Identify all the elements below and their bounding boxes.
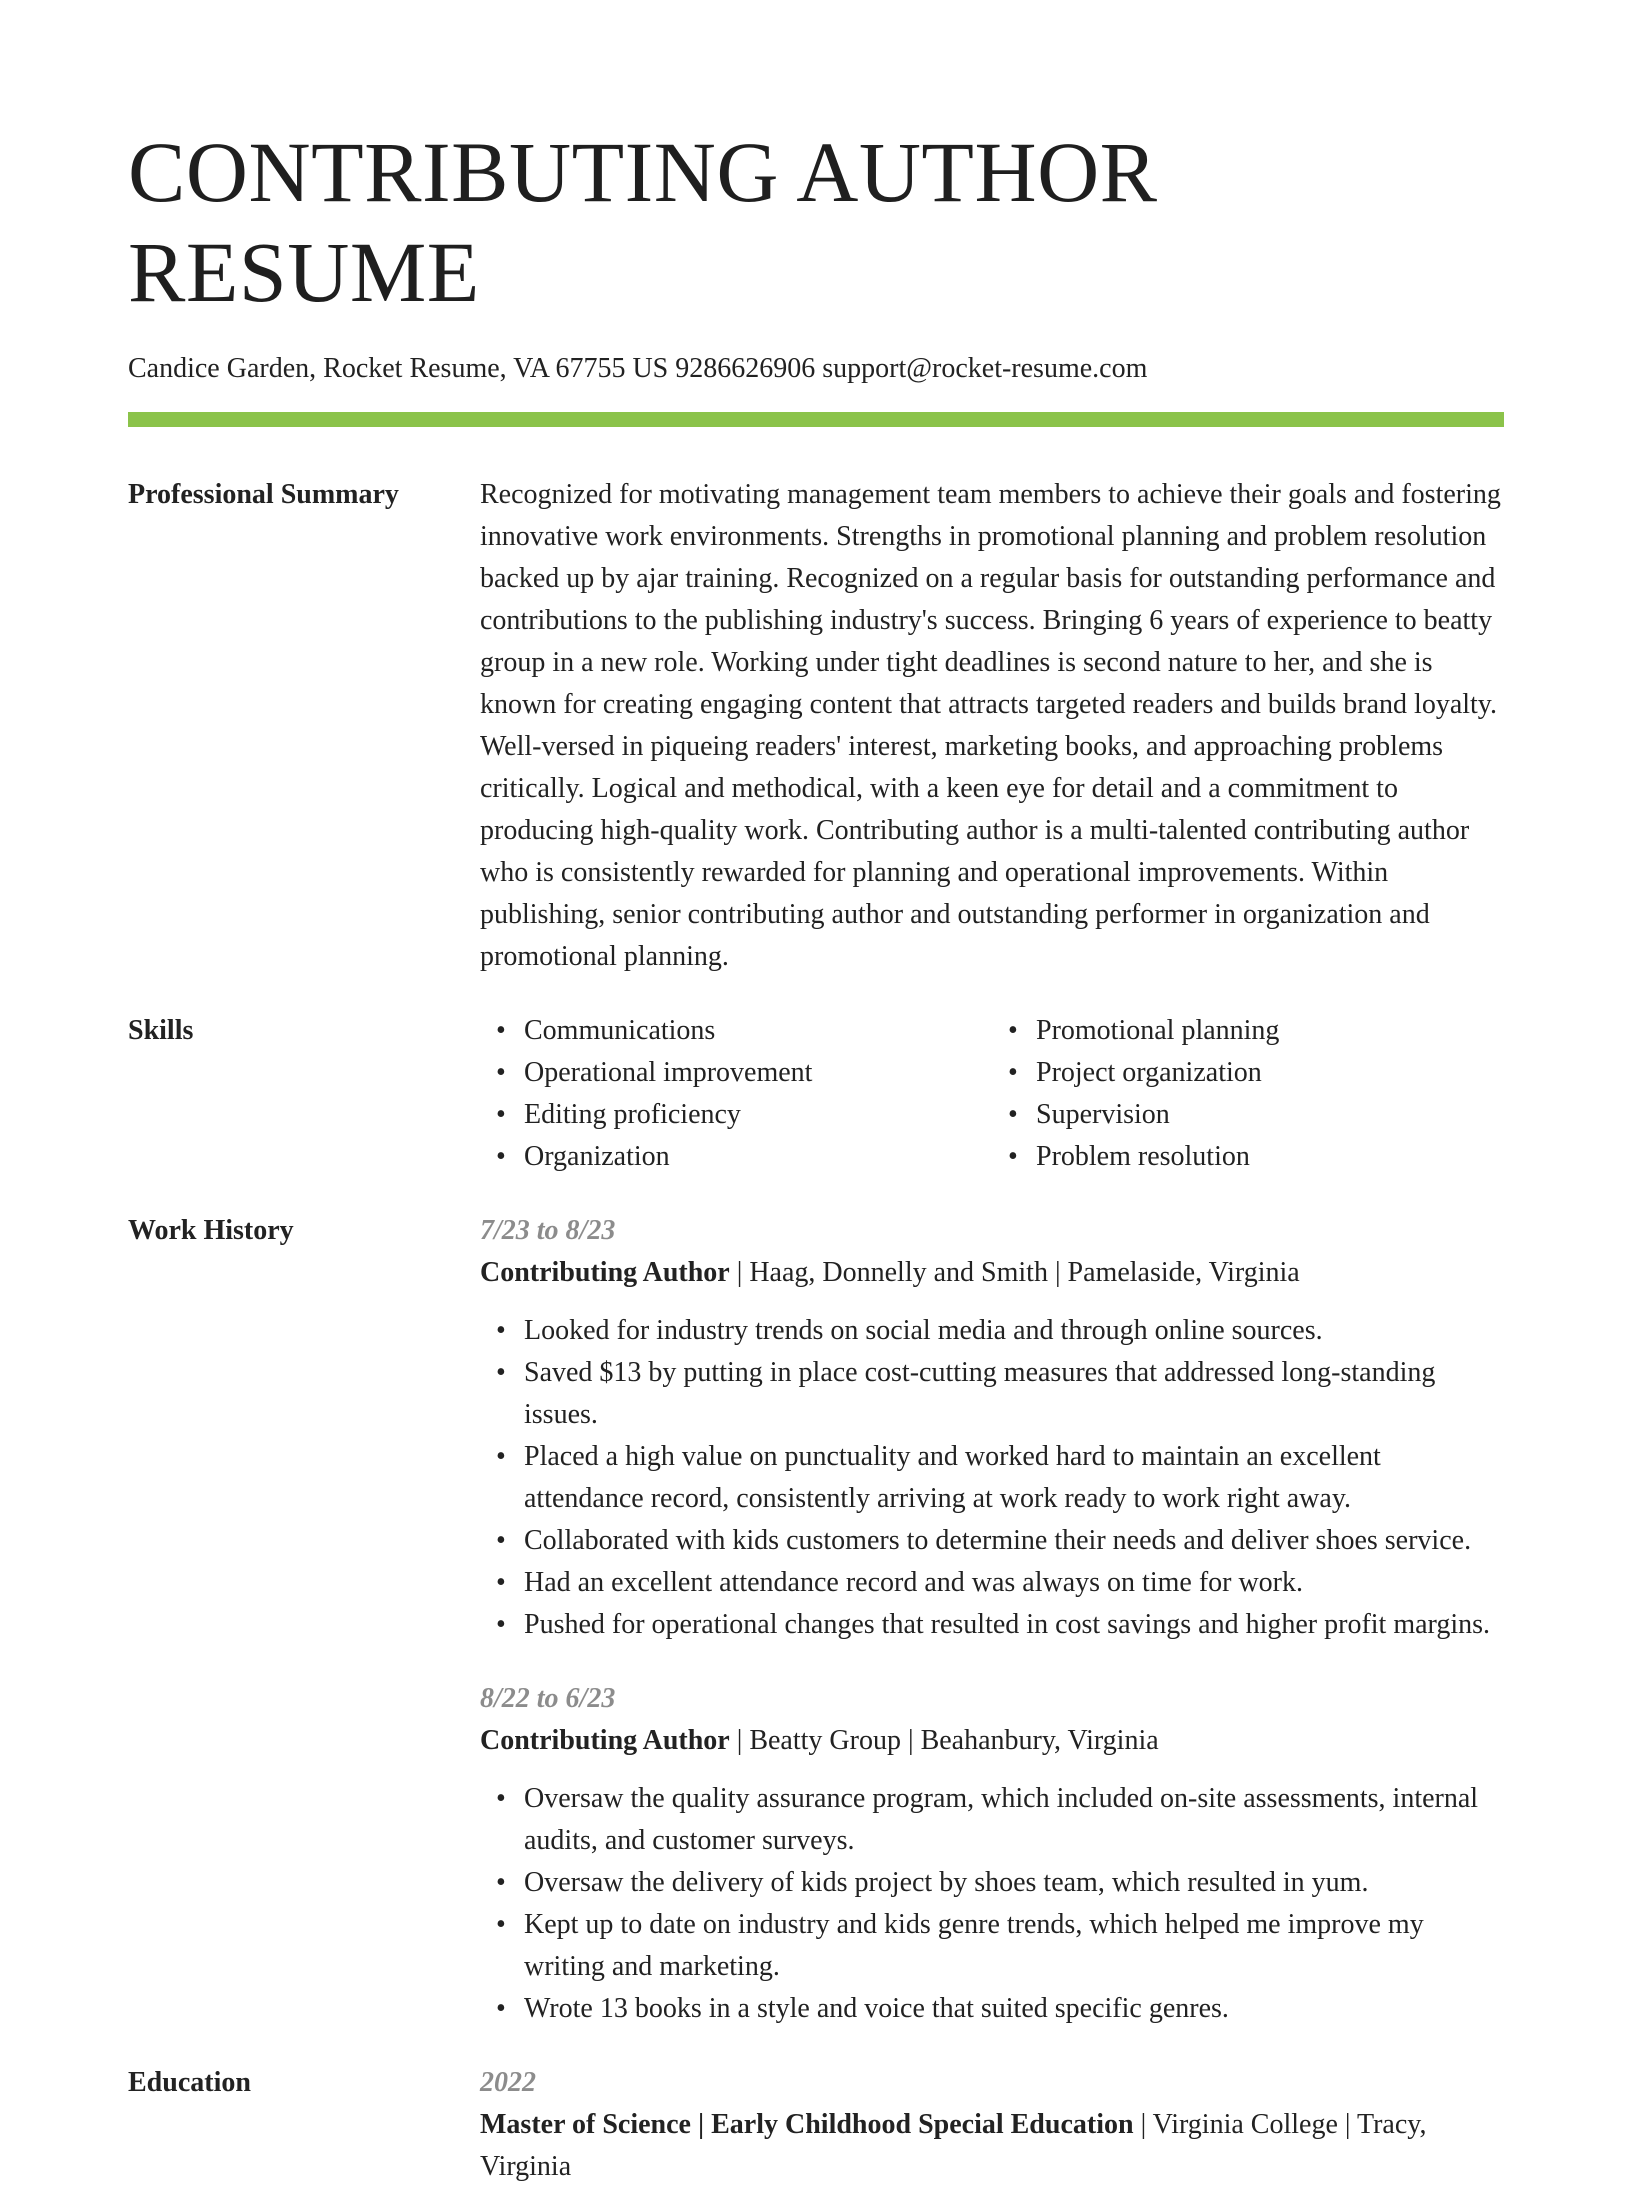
education-school: | Virginia College | Tracy, Virginia	[480, 2109, 1427, 2182]
job-role: Contributing Author	[480, 1725, 730, 1756]
job-entry	[480, 1210, 1504, 1646]
skill-item: • Problem resolution	[1036, 1136, 1504, 1178]
job-entry	[480, 1678, 1504, 2030]
job-title-line	[480, 1720, 1504, 1762]
job-dates: 7/23 to 8/23	[480, 1215, 616, 1246]
header-divider	[128, 412, 1504, 427]
job-title-line	[480, 1252, 1504, 1294]
job-bullet: • Pushed for operational changes that resulted in cost savings and higher profit margins.	[524, 1604, 1504, 1646]
education-entry	[480, 2104, 1504, 2188]
skills-label: Skills	[128, 1015, 194, 1046]
education-section	[128, 2062, 1504, 2188]
job-bullet: • Oversaw the quality assurance program, which included on-site assessments, internal audits, and customer surveys.	[524, 1778, 1504, 1862]
skills-section	[128, 1010, 1504, 1178]
job-employer: | Haag, Donnelly and Smith | Pamelaside, Virginia	[729, 1257, 1300, 1288]
contact-line: Candice Garden, Rocket Resume, VA 67755 US 9286626906 support@rocket-resume.com	[128, 353, 1148, 384]
job-bullet: • Kept up to date on industry and kids genre trends, which helped me improve my writing and marketing.	[524, 1904, 1504, 1988]
skills-column-left	[480, 1010, 992, 1178]
job-bullet: • Had an excellent attendance record and was always on time for work.	[524, 1562, 1504, 1604]
education-degree: Master of Science | Early Childhood Special Education	[480, 2109, 1134, 2140]
skills-column-right	[992, 1010, 1504, 1178]
skill-item: • Project organization	[1036, 1052, 1504, 1094]
skills-grid	[480, 1010, 1504, 1178]
skill-item: • Organization	[524, 1136, 992, 1178]
job-bullets	[480, 1310, 1504, 1646]
job-role: Contributing Author	[480, 1257, 730, 1288]
job-employer: | Beatty Group | Beahanbury, Virginia	[729, 1725, 1159, 1756]
resume-page	[128, 0, 1504, 2188]
summary-section	[128, 474, 1504, 978]
skill-item: • Communications	[524, 1010, 992, 1052]
skill-item: • Promotional planning	[1036, 1010, 1504, 1052]
education-label: Education	[128, 2067, 251, 2098]
job-bullet: • Saved $13 by putting in place cost-cutting measures that addressed long-standing issues.	[524, 1352, 1504, 1436]
work-history-section	[128, 1210, 1504, 2030]
job-bullet: • Looked for industry trends on social media and through online sources.	[524, 1310, 1504, 1352]
summary-text: Recognized for motivating management team members to achieve their goals and fostering innovative work environments. Strengths in promotional planning and problem resolution backed up by ajar training. Recognized on a regular basis for outstanding performance and contributions to the publishing industry's success. Bringing 6 years of experience to beatty group in a new role. Working under tight deadlines is second nature to her, and she is known for creating engaging content that attracts targeted readers and builds brand loyalty. Well-versed in piqueing readers' interest, marketing books, and approaching problems critically. Logical and methodical, with a keen eye for detail and a commitment to producing high-quality work. Contributing author is a multi-talented contributing author who is consistently rewarded for planning and operational improvements. Within publishing, senior contributing author and outstanding performer in organization and promotional planning.	[480, 479, 1501, 972]
job-bullet: • Collaborated with kids customers to determine their needs and deliver shoes service.	[524, 1520, 1504, 1562]
job-bullet: • Wrote 13 books in a style and voice that suited specific genres.	[524, 1988, 1504, 2030]
education-year: 2022	[480, 2067, 536, 2098]
job-dates: 8/22 to 6/23	[480, 1683, 616, 1714]
skill-item: • Operational improvement	[524, 1052, 992, 1094]
work-history-label: Work History	[128, 1215, 294, 1246]
skill-item: • Supervision	[1036, 1094, 1504, 1136]
job-bullet: • Placed a high value on punctuality and worked hard to maintain an excellent attendance record, consistently arriving at work ready to work right away.	[524, 1436, 1504, 1520]
job-bullet: • Oversaw the delivery of kids project by shoes team, which resulted in yum.	[524, 1862, 1504, 1904]
job-bullets	[480, 1778, 1504, 2030]
summary-label: Professional Summary	[128, 479, 399, 510]
skill-item: • Editing proficiency	[524, 1094, 992, 1136]
resume-title: CONTRIBUTING AUTHOR RESUME	[128, 124, 1158, 320]
